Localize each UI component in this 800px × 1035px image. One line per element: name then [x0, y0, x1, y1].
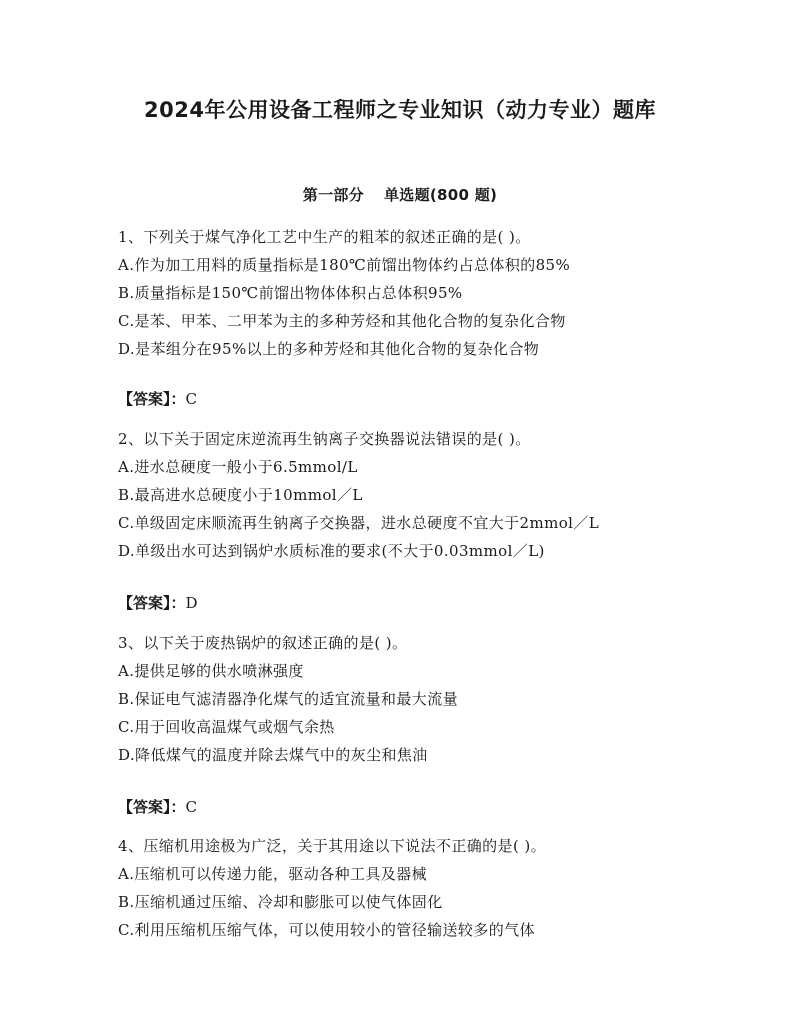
answer-2 [118, 589, 198, 617]
document-title: 2024年公用设备工程师之专业知识（动力专业）题库 [144, 98, 656, 122]
answer-value: D [185, 594, 198, 612]
section-heading [0, 184, 800, 205]
question-stem: 3、以下关于废热锅炉的叙述正确的是( )。 [118, 634, 408, 652]
option-a: A.进水总硬度一般小于6.5mmol/L [118, 458, 358, 476]
answer-value: C [185, 798, 197, 816]
answer-1 [118, 385, 197, 413]
answer-label: 【答案】： [118, 594, 186, 612]
option-b: B.保证电气滤清器净化煤气的适宜流量和最大流量 [118, 690, 458, 708]
question-stem: 1、下列关于煤气净化工艺中生产的粗苯的叙述正确的是( )。 [118, 228, 531, 246]
section-part: 第一部分 [302, 186, 364, 204]
option-a: A.作为加工用料的质量指标是180℃前馏出物体约占总体积的85% [118, 256, 571, 274]
question-1 [118, 223, 718, 363]
question-4 [118, 832, 718, 944]
question-3 [118, 629, 718, 769]
answer-value: C [185, 390, 197, 408]
answer-label: 【答案】： [118, 390, 186, 408]
option-d: D.单级出水可达到锅炉水质标准的要求(不大于0.03mmol／L) [118, 542, 545, 560]
option-c: C.利用压缩机压缩气体，可以使用较小的管径输送较多的气体 [118, 921, 535, 939]
option-a: A.压缩机可以传递力能，驱动各种工具及器械 [118, 865, 428, 883]
question-2 [118, 425, 718, 565]
question-stem: 2、以下关于固定床逆流再生钠离子交换器说法错误的是( )。 [118, 430, 531, 448]
answer-3 [118, 793, 197, 821]
section-type: 单选题(800 题) [383, 186, 498, 204]
option-b: B.最高进水总硬度小于10mmol／L [118, 486, 363, 504]
answer-label: 【答案】： [118, 798, 186, 816]
option-c: C.用于回收高温煤气或烟气余热 [118, 718, 335, 736]
option-a: A.提供足够的供水喷淋强度 [118, 662, 304, 680]
option-b: B.压缩机通过压缩、冷却和膨胀可以使气体固化 [118, 893, 443, 911]
option-c: C.是苯、甲苯、二甲苯为主的多种芳烃和其他化合物的复杂化合物 [118, 312, 566, 330]
option-b: B.质量指标是150℃前馏出物体体积占总体积95% [118, 284, 463, 302]
option-d: D.降低煤气的温度并除去煤气中的灰尘和焦油 [118, 746, 428, 764]
option-c: C.单级固定床顺流再生钠离子交换器，进水总硬度不宜大于2mmol／L [118, 514, 600, 532]
option-d: D.是苯组分在95%以上的多种芳烃和其他化合物的复杂化合物 [118, 340, 540, 358]
question-stem: 4、压缩机用途极为广泛，关于其用途以下说法不正确的是( )。 [118, 837, 547, 855]
